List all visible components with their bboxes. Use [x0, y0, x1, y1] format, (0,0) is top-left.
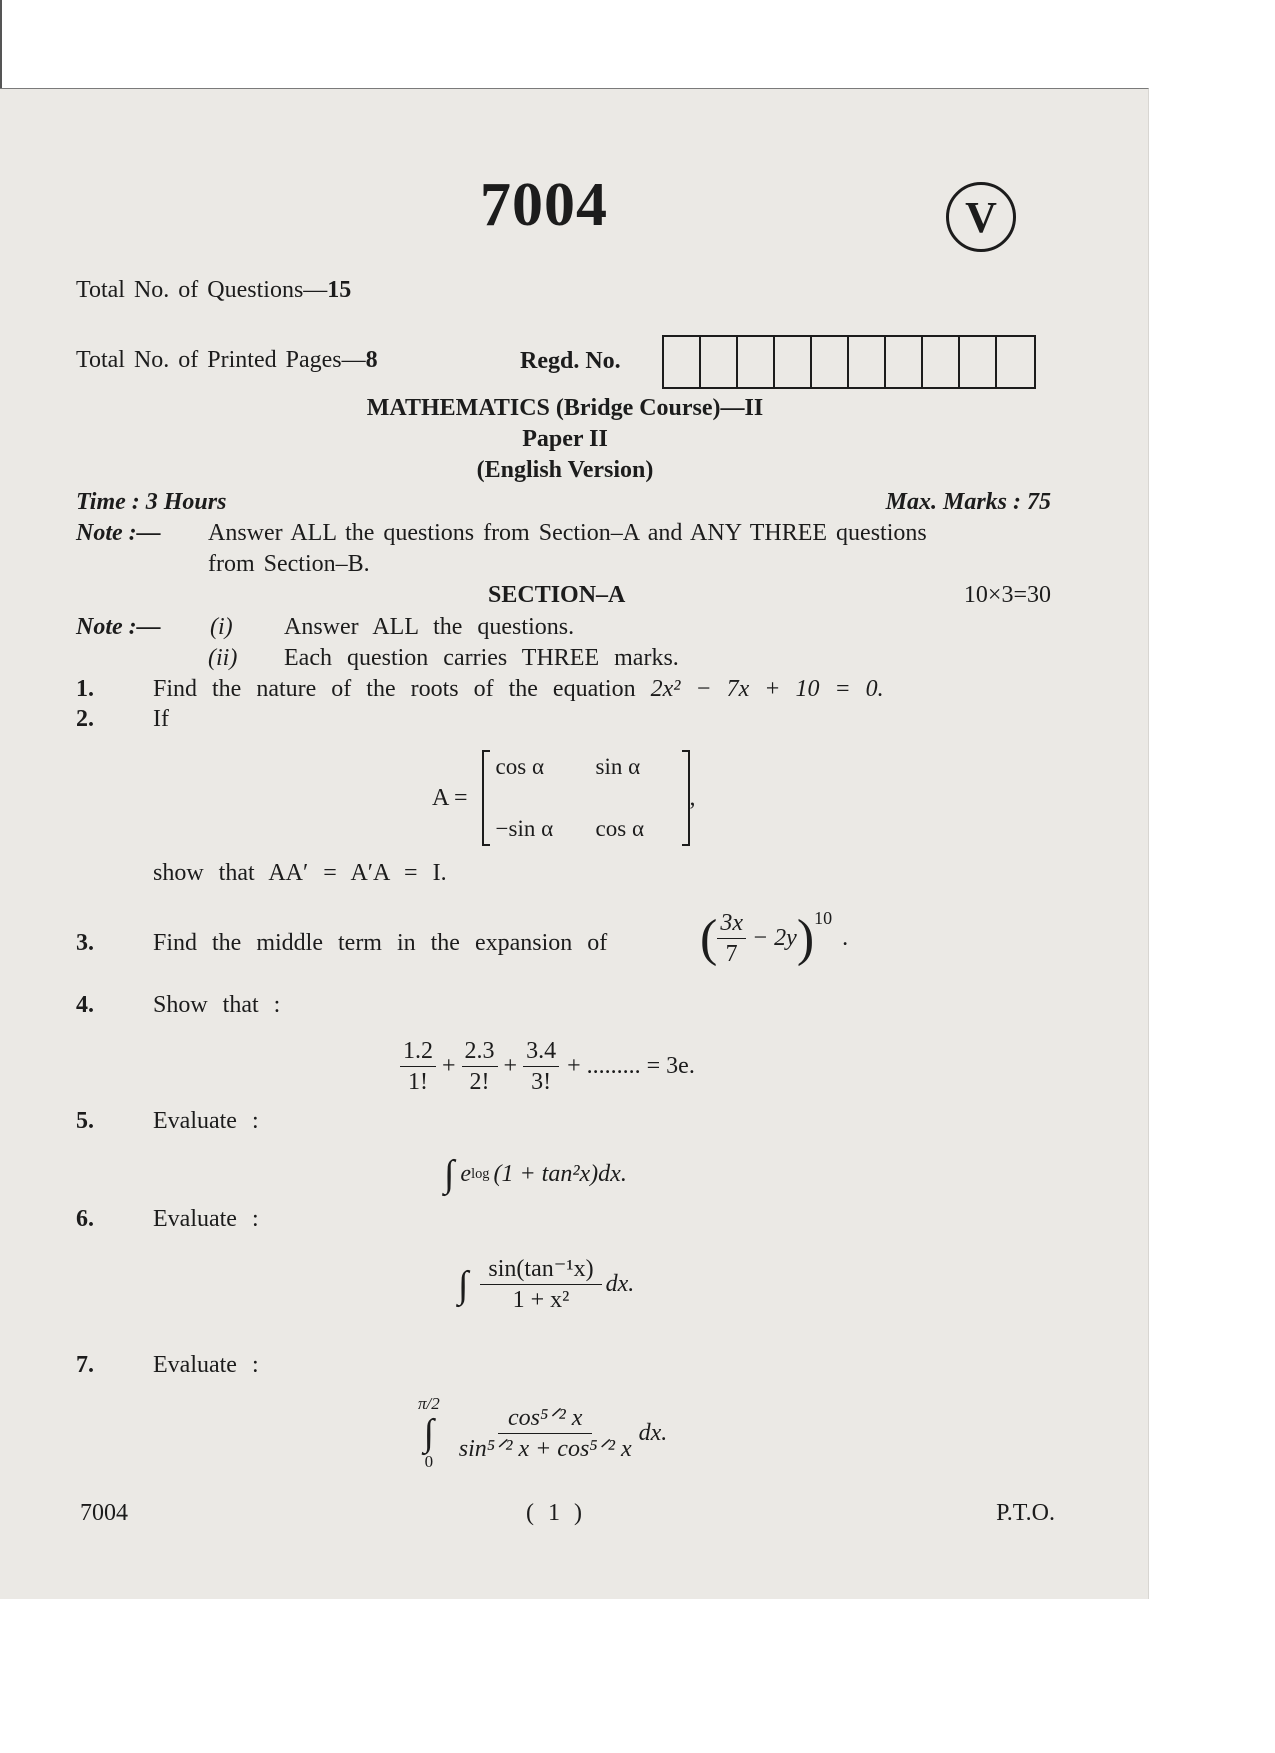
- definite-integral: [418, 1394, 667, 1472]
- matrix-cell: −sin α: [495, 816, 554, 841]
- question-text: Find the nature of the roots of the equation: [153, 676, 636, 702]
- question-followup: show that AA′ = A′A = I.: [153, 860, 447, 886]
- section-title: SECTION–A: [488, 582, 626, 608]
- total-questions: [76, 277, 351, 304]
- fraction-numerator: 2.3: [462, 1036, 498, 1067]
- fraction-denominator: sin⁵ᐟ² x + cos⁵ᐟ² x: [458, 1435, 632, 1462]
- note-label-2: Note :—: [76, 614, 161, 640]
- note-item-1: Answer ALL the questions.: [284, 614, 575, 640]
- page-number: ( 1 ): [526, 1500, 582, 1526]
- total-questions-label: Total No. of Questions—: [76, 277, 328, 303]
- max-marks: Max. Marks : 75: [885, 489, 1051, 515]
- question-number: 5.: [76, 1108, 94, 1134]
- regd-box: [923, 337, 960, 387]
- total-pages-value: 8: [365, 347, 378, 373]
- question-number: 7.: [76, 1352, 94, 1378]
- note-item-2: Each question carries THREE marks.: [284, 645, 679, 671]
- pto-note: P.T.O.: [996, 1500, 1055, 1526]
- fraction-denominator: 1!: [408, 1069, 428, 1095]
- regd-box: [886, 337, 923, 387]
- question-1: [153, 676, 884, 703]
- footer-code: 7004: [80, 1500, 128, 1526]
- regd-box: [701, 337, 738, 387]
- total-pages-label: Total No. of Printed Pages—: [76, 347, 366, 373]
- fraction-denominator: 7: [725, 941, 738, 967]
- regd-box: [997, 337, 1034, 387]
- matrix-equation: [432, 750, 696, 846]
- regd-box: [738, 337, 775, 387]
- note-line-2: from Section–B.: [208, 551, 370, 577]
- matrix-cell: sin α: [595, 754, 641, 779]
- matrix-cell: cos α: [595, 816, 645, 841]
- upper-limit: π/2: [418, 1394, 440, 1413]
- question-number: 4.: [76, 992, 94, 1018]
- note-item-2-label: (ii): [208, 645, 238, 671]
- plus-sign: +: [442, 1053, 456, 1079]
- fraction-denominator: 1 + x²: [512, 1287, 570, 1313]
- version-mark: V: [965, 192, 997, 242]
- question-text: Show that :: [153, 992, 281, 1018]
- question-text: Evaluate :: [153, 1108, 259, 1134]
- total-questions-value: 15: [327, 277, 352, 303]
- regd-box: [664, 337, 701, 387]
- lower-limit: 0: [424, 1452, 434, 1471]
- regd-box: [812, 337, 849, 387]
- binomial-expression: [700, 908, 848, 969]
- matrix-a: [482, 750, 690, 846]
- question-number: 2.: [76, 706, 94, 732]
- time-allowed: Time : 3 Hours: [76, 489, 227, 515]
- question-text: Find the middle term in the expansion of: [153, 930, 608, 956]
- fraction-numerator: cos⁵ᐟ² x: [498, 1403, 592, 1434]
- fraction-numerator: 1.2: [400, 1036, 436, 1067]
- left-bracket: [482, 750, 490, 846]
- integral-expression: [444, 1152, 627, 1196]
- fraction-numerator: sin(tan⁻¹x): [480, 1254, 601, 1285]
- question-number: 6.: [76, 1206, 94, 1232]
- integral-expression: [458, 1254, 634, 1315]
- regd-box: [775, 337, 812, 387]
- fraction-numerator: 3x: [717, 908, 746, 939]
- question-number: 3.: [76, 930, 94, 956]
- version-mark-circle: [946, 182, 1016, 252]
- series-expression: [400, 1036, 695, 1097]
- matrix-comma: ,: [689, 784, 696, 811]
- note-item-1-label: (i): [210, 614, 233, 640]
- integral-limits: [418, 1394, 440, 1472]
- integrand-body: (1 + tan²x)dx.: [493, 1160, 627, 1187]
- exponent: 10: [814, 908, 833, 928]
- subject-title: MATHEMATICS (Bridge Course)—II: [366, 395, 764, 421]
- version-title: (English Version): [476, 457, 654, 483]
- fraction-denominator: 2!: [469, 1069, 490, 1095]
- integral-sign: ∫: [444, 1153, 455, 1195]
- section-marks: 10×3=30: [963, 582, 1051, 608]
- fraction-numerator: 3.4: [523, 1036, 559, 1067]
- question-number: 1.: [76, 676, 94, 702]
- differential: dx.: [605, 1271, 635, 1297]
- paper-code: 7004: [480, 171, 608, 239]
- left-paren: (: [700, 909, 718, 967]
- regd-label: Regd. No.: [520, 348, 621, 374]
- regd-box: [960, 337, 997, 387]
- question-text: If: [153, 706, 169, 732]
- scan-edge: [0, 0, 2, 95]
- integral-sign: ∫: [423, 1412, 435, 1454]
- paper-title: Paper II: [522, 426, 608, 452]
- question-text: Evaluate :: [153, 1206, 259, 1232]
- question-text: Evaluate :: [153, 1352, 259, 1378]
- integral-sign: ∫: [458, 1263, 469, 1306]
- note-line-1: Answer ALL the questions from Section–A and ANY THREE questions: [208, 520, 927, 546]
- integrand-exponent: log: [471, 1165, 490, 1182]
- matrix-cell: cos α: [495, 754, 545, 779]
- plus-sign: +: [503, 1053, 518, 1079]
- end-period: .: [842, 925, 849, 951]
- total-pages: [76, 347, 378, 374]
- minus-term: − 2y: [751, 925, 797, 951]
- integrand-base: e: [460, 1160, 472, 1187]
- regd-number-boxes: [662, 335, 1036, 389]
- regd-box: [849, 337, 886, 387]
- fraction-denominator: 3!: [531, 1069, 552, 1095]
- right-paren: ): [796, 909, 815, 967]
- matrix-lhs: A =: [432, 784, 468, 811]
- series-tail: + ......... = 3e.: [567, 1053, 695, 1079]
- note-label: Note :—: [76, 520, 161, 546]
- equation: 2x² − 7x + 10 = 0.: [650, 676, 884, 702]
- right-bracket: [682, 750, 690, 846]
- differential: dx.: [638, 1419, 668, 1446]
